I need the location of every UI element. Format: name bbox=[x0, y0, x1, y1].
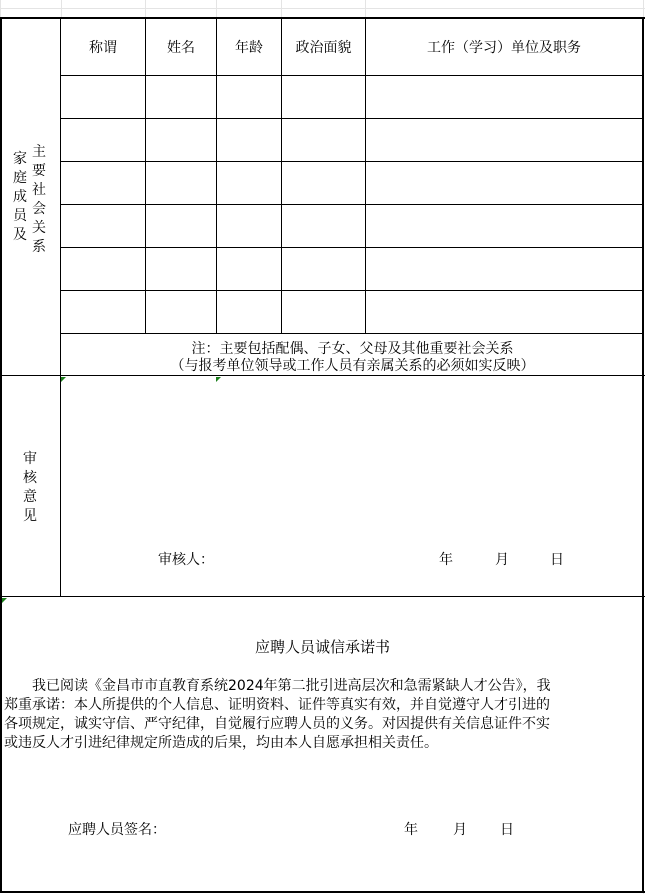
family-note-line-2: （与报考单位领导或工作人员有亲属关系的必须如实反映） bbox=[170, 358, 535, 374]
cell-work-unit[interactable] bbox=[366, 119, 642, 161]
side-char: 系 bbox=[32, 239, 46, 255]
cell-age[interactable] bbox=[217, 291, 281, 333]
side-char: 家 bbox=[13, 151, 27, 167]
header-work-unit: 工作（学习）单位及职务 bbox=[427, 40, 581, 56]
cell-work-unit[interactable] bbox=[366, 162, 642, 204]
cell-political-status[interactable] bbox=[282, 291, 365, 333]
cell-age[interactable] bbox=[217, 205, 281, 247]
pledge-body-line: 郑重承诺：本人所提供的个人信息、证明资料、证件等真实有效，并自觉遵守人才引进的 bbox=[4, 697, 550, 713]
cell-relation[interactable] bbox=[61, 76, 145, 118]
cell-name[interactable] bbox=[146, 205, 216, 247]
family-note-line-1: 注：主要包括配偶、子女、父母及其他重要社会关系 bbox=[191, 341, 514, 357]
review-side-label bbox=[20, 450, 40, 526]
pledge-day-label: 日 bbox=[500, 822, 514, 838]
table-border bbox=[60, 333, 644, 334]
cell-political-status[interactable] bbox=[282, 205, 365, 247]
table-border bbox=[0, 891, 645, 893]
cell-age[interactable] bbox=[217, 162, 281, 204]
gridline bbox=[145, 0, 146, 18]
side-char: 要 bbox=[32, 163, 46, 179]
reviewer-label: 审核人： bbox=[158, 552, 214, 568]
header-relation: 称谓 bbox=[89, 40, 117, 56]
cell-work-unit[interactable] bbox=[366, 76, 642, 118]
cell-name[interactable] bbox=[146, 248, 216, 290]
header-name: 姓名 bbox=[167, 40, 195, 56]
side-char: 核 bbox=[23, 470, 37, 486]
cell-name[interactable] bbox=[146, 162, 216, 204]
table-border bbox=[642, 17, 644, 893]
table-border bbox=[0, 17, 2, 893]
signature-label: 应聘人员签名： bbox=[68, 822, 166, 838]
side-char: 及 bbox=[13, 227, 27, 243]
review-opinion-area[interactable] bbox=[62, 377, 642, 542]
cell-relation[interactable] bbox=[61, 291, 145, 333]
header-age: 年龄 bbox=[235, 40, 263, 56]
cell-work-unit[interactable] bbox=[366, 205, 642, 247]
pledge-month-label: 月 bbox=[453, 822, 467, 838]
table-border bbox=[0, 596, 645, 597]
cell-name[interactable] bbox=[146, 291, 216, 333]
pledge-body-line: 各项规定，诚实守信、严守纪律，自觉履行应聘人员的义务。对因提供有关信息证件不实 bbox=[4, 716, 550, 732]
gridline bbox=[61, 0, 62, 18]
cell-name[interactable] bbox=[146, 119, 216, 161]
review-day-label: 日 bbox=[550, 552, 564, 568]
gridline bbox=[0, 0, 1, 18]
side-char: 成 bbox=[13, 189, 27, 205]
cell-age[interactable] bbox=[217, 76, 281, 118]
side-char: 关 bbox=[32, 220, 46, 236]
side-char: 员 bbox=[13, 208, 27, 224]
gridline bbox=[365, 0, 366, 18]
pledge-body-line: 我已阅读《金昌市市直教育系统2024年第二批引进高层次和急需紧缺人才公告》，我 bbox=[4, 678, 551, 694]
cell-work-unit[interactable] bbox=[366, 248, 642, 290]
cell-comment-marker bbox=[2, 598, 7, 603]
side-char: 见 bbox=[23, 508, 37, 524]
pledge-title: 应聘人员诚信承诺书 bbox=[254, 638, 390, 656]
side-char: 审 bbox=[23, 451, 37, 467]
gridline bbox=[216, 0, 217, 18]
review-year-label: 年 bbox=[439, 552, 453, 568]
review-month-label: 月 bbox=[495, 552, 509, 568]
pledge-year-label: 年 bbox=[404, 822, 418, 838]
signature-area[interactable] bbox=[180, 815, 380, 839]
header-political-status: 政治面貌 bbox=[295, 40, 352, 56]
cell-relation[interactable] bbox=[61, 248, 145, 290]
family-side-label bbox=[29, 143, 49, 257]
pledge-body bbox=[4, 677, 640, 753]
side-char: 会 bbox=[32, 201, 46, 217]
cell-political-status[interactable] bbox=[282, 162, 365, 204]
side-char: 庭 bbox=[13, 170, 27, 186]
cell-name[interactable] bbox=[146, 76, 216, 118]
gridline bbox=[0, 8, 645, 9]
pledge-body-line: 或违反人才引进纪律规定所造成的后果，均由本人自愿承担相关责任。 bbox=[4, 735, 438, 751]
cell-relation[interactable] bbox=[61, 119, 145, 161]
cell-work-unit[interactable] bbox=[366, 291, 642, 333]
cell-political-status[interactable] bbox=[282, 248, 365, 290]
cell-relation[interactable] bbox=[61, 162, 145, 204]
gridline bbox=[281, 0, 282, 18]
cell-political-status[interactable] bbox=[282, 119, 365, 161]
family-side-label bbox=[10, 150, 30, 245]
cell-relation[interactable] bbox=[61, 205, 145, 247]
side-char: 意 bbox=[23, 489, 37, 505]
side-char: 社 bbox=[32, 182, 46, 198]
table-border bbox=[0, 375, 645, 376]
side-char: 主 bbox=[32, 144, 46, 160]
cell-political-status[interactable] bbox=[282, 76, 365, 118]
cell-age[interactable] bbox=[217, 119, 281, 161]
cell-age[interactable] bbox=[217, 248, 281, 290]
